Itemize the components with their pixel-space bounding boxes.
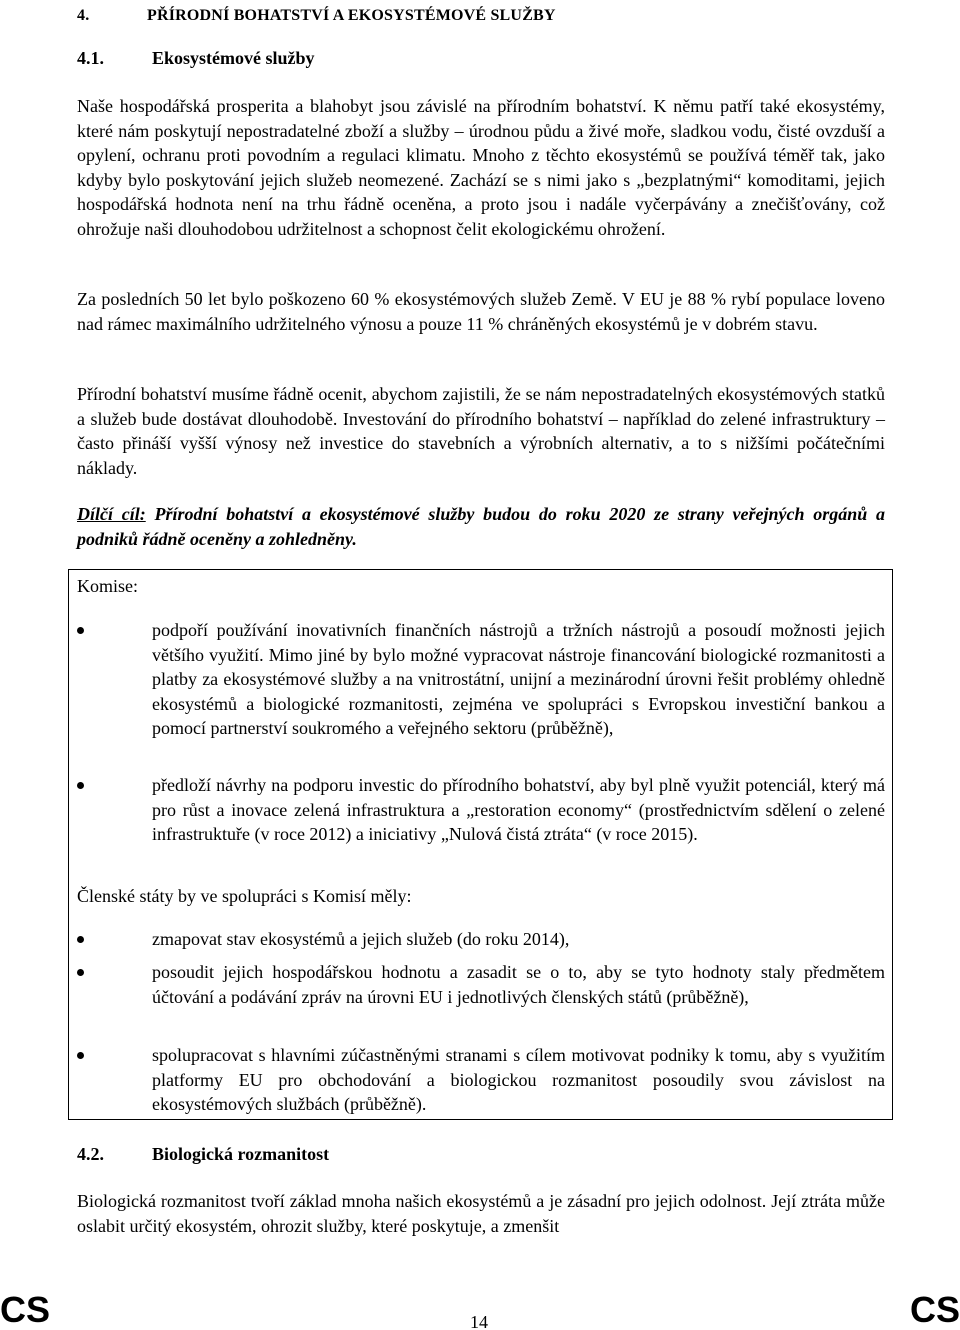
chapter-number: 4.	[77, 7, 90, 24]
paragraph-3: Přírodní bohatství musíme řádně ocenit, abychom zajistili, že se nám nepostradatelných ekosystémových statků a služeb bude dostávat dlouhodobě. Investování do přírodního bohatství – například do zelené infrastruktury – často přináší vyšší výnosy než investice do stavebních a výrobních alternativ, a to s nižšími počátečními náklady.	[77, 384, 885, 478]
bullet-icon	[77, 936, 84, 943]
bullet-icon	[77, 627, 84, 634]
member-states-title: Členské státy by ve spolupráci s Komisí měly:	[77, 886, 412, 906]
section-heading-4-2	[77, 1142, 329, 1167]
paragraph-2: Za posledních 50 let bylo poškozeno 60 % ekosystémových služeb Země. V EU je 88 % rybí populace loveno nad rámec maximálního udržitelného výnosu a pouze 11 % chráněných ekosystémů je v dobrém stavu.	[77, 289, 885, 334]
footer-language-right: CS	[909, 1289, 960, 1330]
page-number: 14	[470, 1312, 488, 1330]
list-item-text: předloží návrhy na podporu investic do přírodního bohatství, aby byl plně využit potenciál, který má pro růst a inovace zelená infrastruktura a „restoration economy“ (prostřednictvím sdělení o zelené infrastruktuře (v roce 2012) a iniciativy „Nulová čistá ztráta“ (v roce 2015).	[152, 775, 885, 844]
list-item-text: zmapovat stav ekosystémů a jejich služeb (do roku 2014),	[152, 929, 570, 949]
list-item-text: spolupracovat s hlavními zúčastněnými stranami s cílem motivovat podniky k tomu, aby s využitím platformy EU pro obchodování a biologickou rozmanitost posoudily svou závislost na ekosystémových službách (průběžně).	[152, 1045, 885, 1114]
section-number: 4.2.	[77, 1144, 104, 1164]
section-title: Ekosystémové služby	[152, 48, 315, 68]
paragraph-1: Naše hospodářská prosperita a blahobyt jsou závislé na přírodním bohatství. K němu patří také ekosystémy, které nám poskytují nepostradatelné zboží a služby – úrodnou půdu a živé moře, sladkou vodu, čisté ovzduší a opylení, ochranu proti povodním a regulaci klimatu. Mnoho z těchto ekosystémů se používá téměř tak, jako kdyby bylo poskytování jejich služeb neomezené. Zachází se s nimi jako s „bezplatnými“ komoditami, jejich hospodářská hodnota není na trhu řádně oceněna, a proto jsou i nadále vyčerpávány a znečišťovány, což ohrožuje naši dlouhodobou udržitelnost a schopnost čelit ekologickému ohrožení.	[77, 96, 885, 239]
sub-goal-label: Dílčí cíl:	[77, 504, 146, 524]
sub-goal	[77, 502, 885, 551]
bullet-icon	[77, 782, 84, 789]
commission-title: Komise:	[77, 576, 138, 596]
list-item-text: podpoří používání inovativních finančních nástrojů a tržních nástrojů a posoudí možnosti jejich většího využití. Mimo jiné by bylo možné vypracovat nástroje financování biologické rozmanitosti a platby za ekosystémové služby a na vnitrostátní, unijní a mezinárodní úrovni řešit problémy ohledně ekosystémů a biologické rozmanitosti, zejména ve spolupráci s Evropskou investiční bankou a pomocí partnerství soukromého a veřejného sektoru (průběžně),	[152, 620, 885, 738]
chapter-title: PŘÍRODNÍ BOHATSTVÍ A EKOSYSTÉMOVÉ SLUŽBY	[147, 7, 556, 24]
footer-language-left: CS	[0, 1289, 51, 1330]
section-title: Biologická rozmanitost	[152, 1144, 330, 1164]
section-heading-4-1	[77, 46, 315, 71]
bullet-icon	[77, 1052, 84, 1059]
bullet-icon	[77, 969, 84, 976]
section-number: 4.1.	[77, 48, 104, 68]
chapter-heading	[77, 4, 556, 29]
sub-goal-text: Přírodní bohatství a ekosystémové služby budou do roku 2020 ze strany veřejných orgánů a podniků řádně oceněny a zohledněny.	[77, 504, 885, 549]
paragraph-4-2: Biologická rozmanitost tvoří základ mnoha našich ekosystémů a je zásadní pro jejich odolnost. Její ztráta může oslabit určitý ekosystém, ohrozit služby, které poskytuje, a zmenšit	[77, 1191, 885, 1236]
list-item-text: posoudit jejich hospodářskou hodnotu a zasadit se o to, aby se tyto hodnoty staly předmětem účtování a podávání zpráv na úrovni EU i jednotlivých členských států (průběžně),	[152, 962, 885, 1007]
